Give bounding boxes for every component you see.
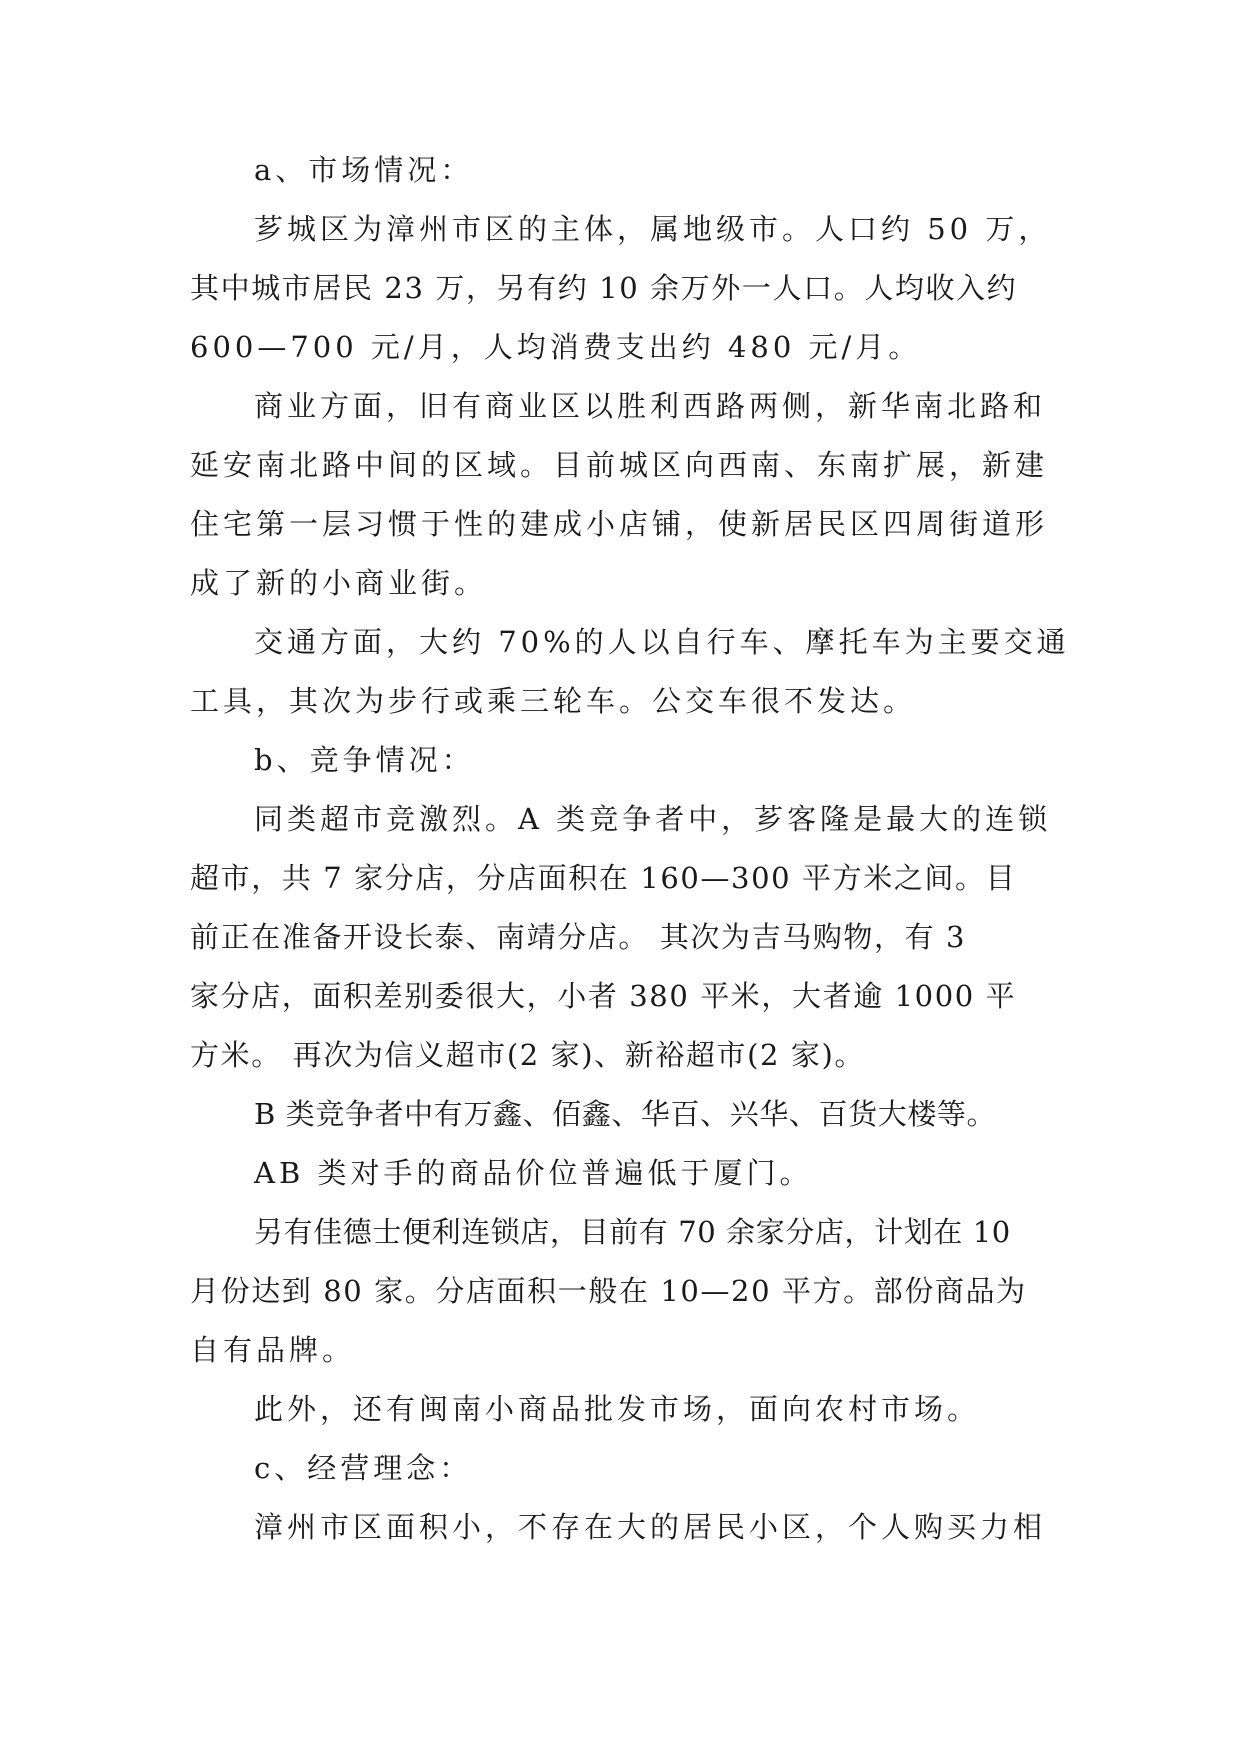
paragraph-line: 600—700 元/月，人均消费支出约 480 元/月。	[190, 330, 922, 364]
paragraph-line: 此外，还有闽南小商品批发市场，面向农村市场。	[254, 1392, 981, 1426]
paragraph-line: 月份达到 80 家。分店面积一般在 10—20 平方。部份商品为	[190, 1274, 1027, 1308]
paragraph-line: AB 类对手的商品价位普遍低于厦门。	[254, 1156, 813, 1190]
paragraph-line: 自有品牌。	[190, 1333, 356, 1367]
paragraph-line: 同类超市竞激烈。A 类竞争者中，芗客隆是最大的连锁	[254, 802, 1052, 836]
paragraph-line: 家分店，面积差别委很大，小者 380 平米，大者逾 1000 平	[190, 979, 1017, 1013]
paragraph-line: 芗城区为漳州市区的主体，属地级市。人口约 50 万，	[254, 212, 1052, 246]
paragraph-line: 成了新的小商业街。	[190, 566, 488, 600]
section-heading-competition: b、竞争情况：	[254, 743, 475, 777]
paragraph-line: B 类竞争者中有万鑫、佰鑫、华百、兴华、百货大楼等。	[254, 1097, 997, 1131]
section-heading-philosophy: c、经营理念：	[254, 1451, 473, 1485]
paragraph-line: 方米。 再次为信义超市(2 家)、新裕超市(2 家)。	[190, 1038, 866, 1072]
paragraph-line: 工具，其次为步行或乘三轮车。公交车很不发达。	[190, 684, 917, 718]
section-heading-market: a、市场情况：	[254, 153, 474, 187]
paragraph-line: 交通方面，大约 70%的人以自行车、摩托车为主要交通	[254, 625, 1070, 659]
paragraph-line: 超市，共 7 家分店，分店面积在 160—300 平方米之间。目	[190, 861, 1017, 895]
paragraph-line: 其中城市居民 23 万，另有约 10 余万外一人口。人均收入约	[190, 271, 1018, 305]
paragraph-line: 漳州市区面积小，不存在大的居民小区，个人购买力相	[254, 1510, 1047, 1544]
paragraph-line: 另有佳德士便利连锁店，目前有 70 余家分店，计划在 10	[254, 1215, 1011, 1249]
paragraph-line: 前正在准备开设长泰、南靖分店。 其次为吉马购物，有 3	[190, 920, 967, 954]
paragraph-line: 住宅第一层习惯于性的建成小店铺，使新居民区四周街道形	[190, 507, 1049, 541]
paragraph-line: 延安南北路中间的区域。目前城区向西南、东南扩展，新建	[190, 448, 1049, 482]
paragraph-line: 商业方面，旧有商业区以胜利西路两侧，新华南北路和	[254, 389, 1047, 423]
